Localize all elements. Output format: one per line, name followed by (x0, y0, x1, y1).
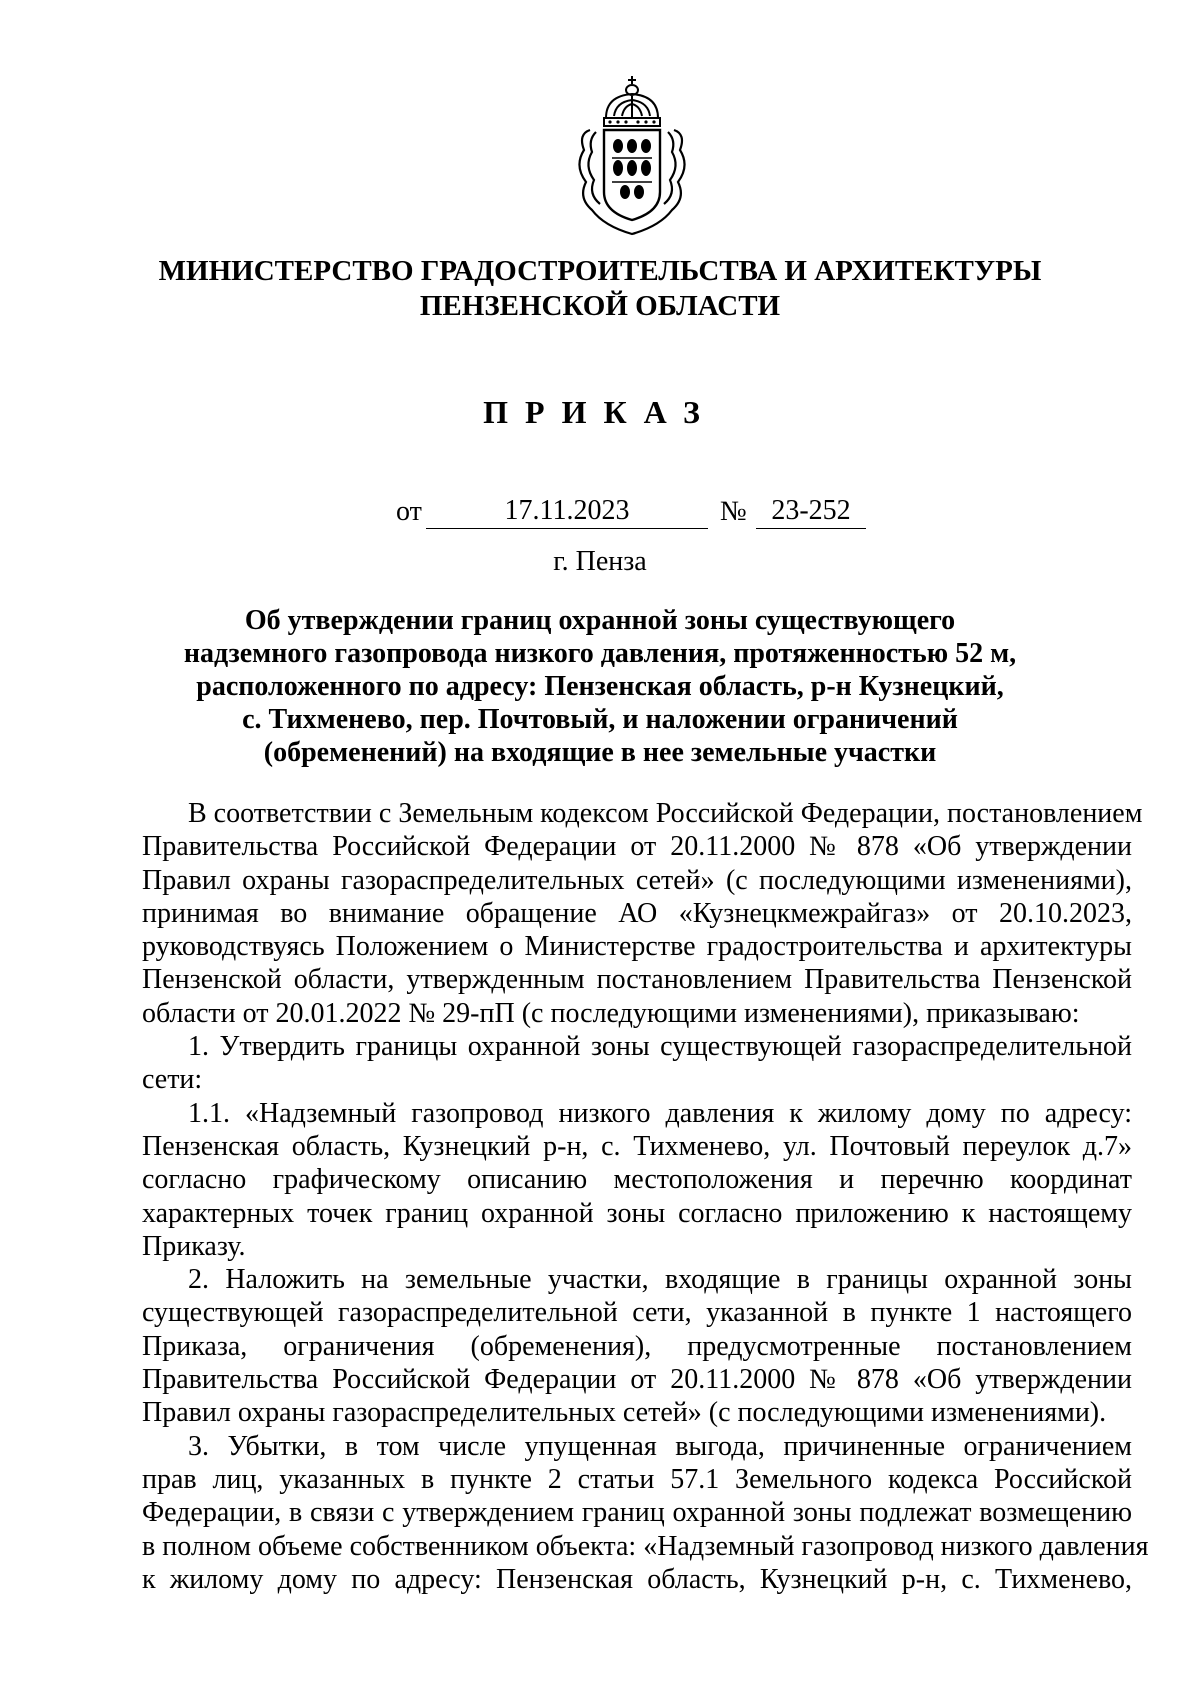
number-sign-label: № (720, 496, 747, 527)
subject-line: (обременений) на входящие в нее земельные участки (263, 737, 937, 768)
subject-line: Об утверждении границ охранной зоны существующего (244, 605, 956, 636)
body-line: характерных точек границ охранной зоны согласно приложению к настоящему (142, 1197, 1132, 1229)
body-line: 1.1. «Надземный газопровод низкого давления к жилому дому по адресу: (188, 1097, 1132, 1129)
body-line: В соответствии с Земельным кодексом Российской Федерации, постановлением (188, 798, 1143, 829)
body-line: согласно графическому описанию местоположения и перечню координат (142, 1164, 1132, 1196)
body-line: Правительства Российской Федерации от 20.11.2000 № 878 «Об утверждении (142, 831, 1132, 863)
body-line: прав лиц, указанных в пункте 2 статьи 57.1 Земельного кодекса Российской (142, 1463, 1132, 1495)
order-subject (0, 604, 1200, 769)
ministry-name-line-1: МИНИСТЕРСТВО ГРАДОСТРОИТЕЛЬСТВА И АРХИТЕКТУРЫ (158, 255, 1042, 287)
body-line: Приказу. (142, 1230, 246, 1262)
body-line: существующей газораспределительной сети, указанной в пункте 1 настоящего (142, 1297, 1132, 1329)
coat-of-arms-icon (570, 70, 694, 242)
body-line: Пензенская область, Кузнецкий р-н, с. Тихменево, ул. Почтовый переулок д.7» (142, 1130, 1132, 1162)
ministry-name-line-2: ПЕНЗЕНСКОЙ ОБЛАСТИ (419, 290, 781, 322)
body-line: Федерации, в связи с утверждением границ охранной зоны подлежат возмещению (142, 1497, 1132, 1529)
ministry-name (0, 254, 1200, 324)
body-line: области от 20.01.2022 № 29-пП (с последующими изменениями), приказываю: (142, 997, 1080, 1029)
subject-line: надземного газопровода низкого давления, протяженностью 52 м, (183, 638, 1017, 669)
body-line: Приказа, ограничения (обременения), предусмотренные постановлением (142, 1330, 1132, 1362)
order-date-number-line (0, 494, 1200, 530)
body-line: в полном объеме собственником объекта: «Надземный газопровод низкого давления (142, 1530, 1149, 1562)
subject-line: расположенного по адресу: Пензенская область, р-н Кузнецкий, (196, 671, 1004, 702)
body-line: к жилому дому по адресу: Пензенская область, Кузнецкий р-н, с. Тихменево, (142, 1563, 1132, 1595)
body-line: Правил охраны газораспределительных сетей» (с последующими изменениями), (142, 864, 1132, 896)
body-line: Пензенской области, утвержденным постановлением Правительства Пензенской (142, 964, 1132, 996)
date-prefix-label: от (396, 496, 422, 527)
city: г. Пенза (553, 546, 647, 577)
body-line: 3. Убытки, в том числе упущенная выгода, причиненные ограничением (188, 1430, 1132, 1462)
subject-line: с. Тихменево, пер. Почтовый, и наложении ограничений (242, 704, 958, 735)
body-line: принимая во внимание обращение АО «Кузнецкмежрайгаз» от 20.10.2023, (142, 897, 1132, 929)
order-date: 17.11.2023 (426, 494, 708, 529)
body-line: Правил охраны газораспределительных сетей» (с последующими изменениями). (142, 1397, 1107, 1429)
body-line: 1. Утвердить границы охранной зоны существующей газораспределительной (188, 1031, 1132, 1063)
order-number: 23-252 (756, 494, 866, 529)
body-line: Правительства Российской Федерации от 20.11.2000 № 878 «Об утверждении (142, 1364, 1132, 1396)
order-body (142, 797, 1149, 1596)
body-line: сети: (142, 1064, 203, 1096)
order-title: ПРИКАЗ (483, 394, 717, 430)
body-line: руководствуясь Положением о Министерстве градостроительства и архитектуры (142, 931, 1132, 963)
body-line: 2. Наложить на земельные участки, входящие в границы охранной зоны (188, 1264, 1132, 1296)
